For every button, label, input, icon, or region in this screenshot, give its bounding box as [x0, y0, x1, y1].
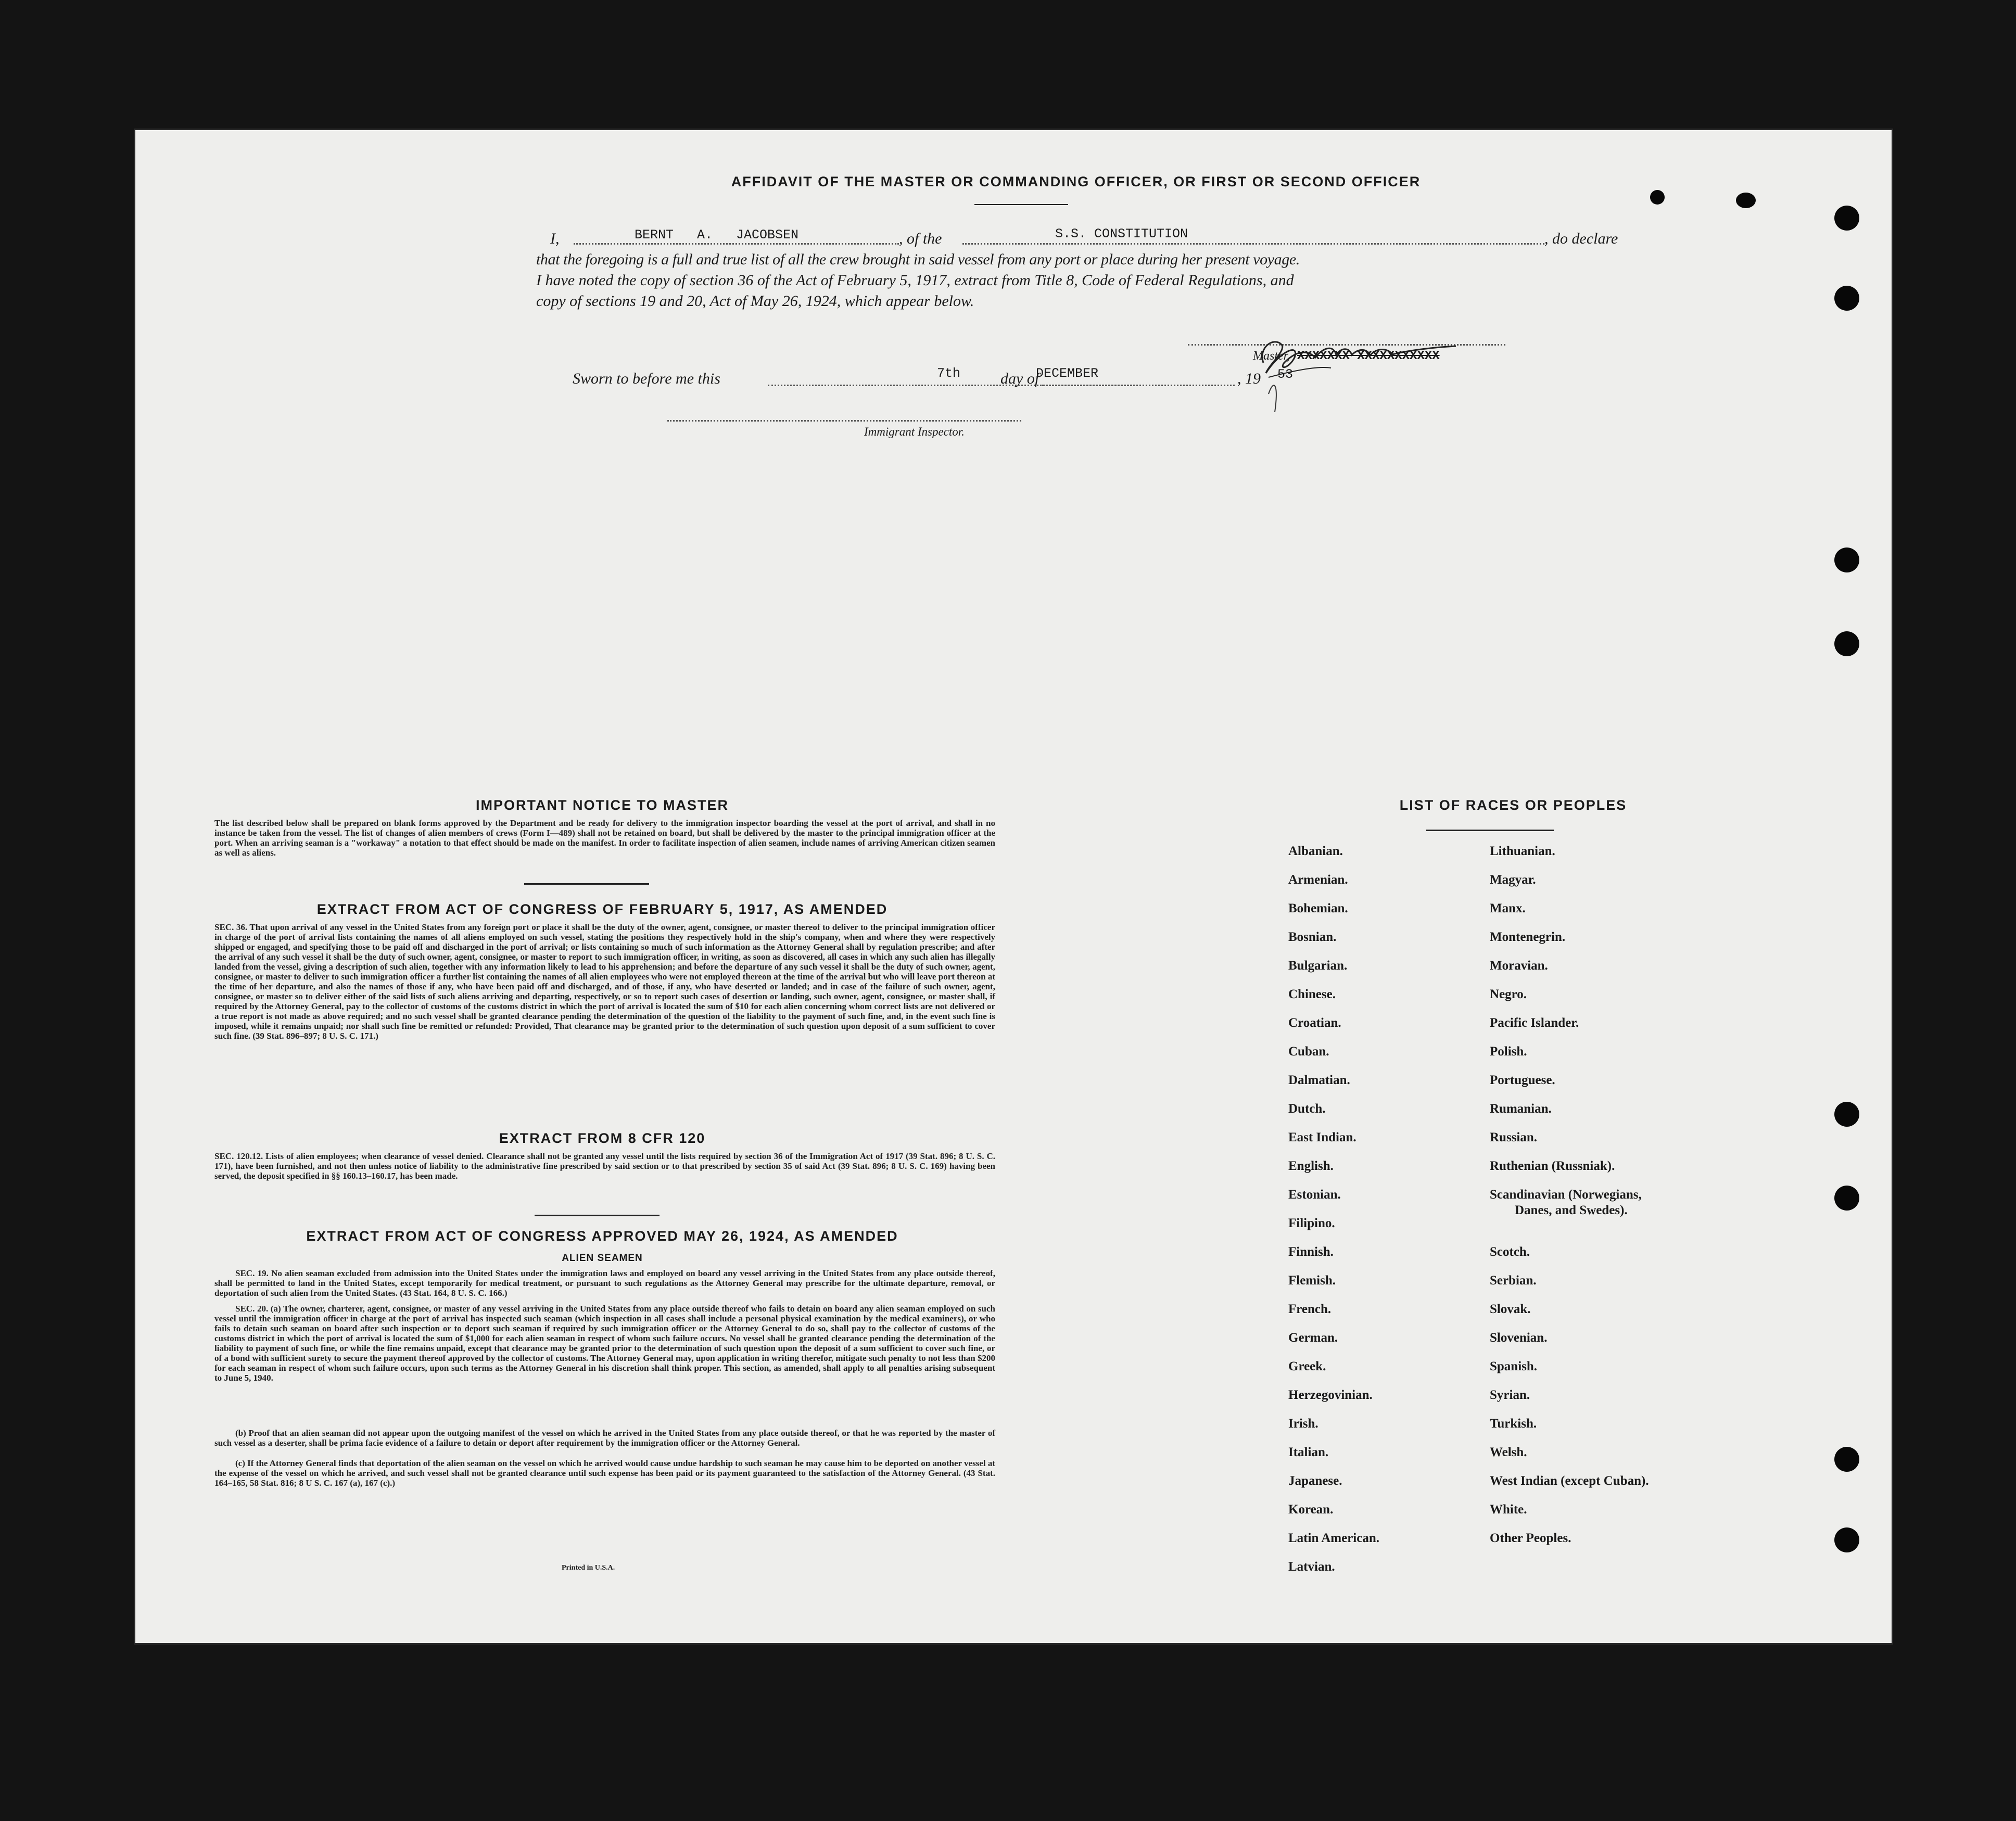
- race-item: Filipino.: [1288, 1216, 1335, 1230]
- punch-hole: [1834, 1102, 1859, 1127]
- inspector-label: Immigrant Inspector.: [864, 425, 965, 438]
- race-item: Japanese.: [1288, 1474, 1342, 1488]
- race-item: Magyar.: [1490, 873, 1536, 887]
- race-item: Irish.: [1288, 1417, 1318, 1431]
- race-item: Turkish.: [1490, 1417, 1537, 1431]
- race-item: Bulgarian.: [1288, 959, 1348, 973]
- notice-rule: [524, 883, 649, 885]
- race-item: Flemish.: [1288, 1274, 1336, 1288]
- master-name: BERNT A. JACOBSEN: [635, 227, 799, 243]
- cfr-rule: [535, 1215, 660, 1216]
- affidavit-line-3: I have noted the copy of section 36 of the Act of February 5, 1917, extract from Title 8, Code of Federal Regulations, and: [536, 272, 1294, 289]
- race-item: Moravian.: [1490, 959, 1548, 973]
- master-label: Master,: [1253, 349, 1290, 363]
- race-item: Russian.: [1490, 1130, 1538, 1144]
- race-item: Rumanian.: [1490, 1102, 1552, 1116]
- do-declare-label: , do declare: [1544, 230, 1618, 247]
- race-item: Armenian.: [1288, 873, 1348, 887]
- race-item: Ruthenian (Russniak).: [1490, 1159, 1615, 1173]
- extract-1917-title: EXTRACT FROM ACT OF CONGRESS OF FEBRUARY 5, 1917, AS AMENDED: [316, 901, 888, 917]
- races-title: LIST OF RACES OR PEOPLES: [1399, 797, 1627, 813]
- race-item: Negro.: [1490, 987, 1527, 1001]
- signature: [1237, 316, 1529, 415]
- race-item: Serbian.: [1490, 1274, 1537, 1288]
- of-the-label: , of the: [899, 230, 942, 247]
- punch-hole: [1834, 1527, 1859, 1552]
- day-value: 7th: [937, 366, 961, 381]
- race-item: Scandinavian (Norwegians,: [1490, 1188, 1642, 1202]
- race-item: Bosnian.: [1288, 930, 1337, 944]
- race-item: West Indian (except Cuban).: [1490, 1474, 1649, 1488]
- races-rule: [1426, 830, 1554, 831]
- race-item: White.: [1490, 1502, 1527, 1517]
- punch-hole: [1834, 206, 1859, 231]
- extract-1924-title: EXTRACT FROM ACT OF CONGRESS APPROVED MAY 26, 1924, AS AMENDED: [306, 1228, 898, 1244]
- race-item: Manx.: [1490, 901, 1526, 915]
- race-item: Polish.: [1490, 1045, 1527, 1059]
- race-item: Chinese.: [1288, 987, 1336, 1001]
- race-item: Scotch.: [1490, 1245, 1530, 1259]
- affidavit-i: I,: [550, 230, 560, 247]
- day-of-label: day of: [1000, 370, 1039, 387]
- race-item: Slovak.: [1490, 1302, 1531, 1316]
- race-item: English.: [1288, 1159, 1334, 1173]
- notice-text: The list described below shall be prepared on blank forms approved by the Department and be ready for delivery to the immigration inspector boarding the vessel at the port of arrival, and shall in no instance be taken from the vessel. The list of changes of alien members of crews (Form I—489) shall not be retained on board, but shall be delivered by the master to the principal immigration officer at the port. When an arriving seaman is a "workaway" a notation to that effect should be made on the manifest. In order to facilitate inspection of alien seamen, include names of arriving American citizen seamen as well as aliens.: [214, 818, 995, 858]
- race-item: Danes, and Swedes).: [1515, 1203, 1628, 1217]
- extract-cfr-title: EXTRACT FROM 8 CFR 120: [499, 1130, 706, 1146]
- race-item: Portuguese.: [1490, 1073, 1555, 1087]
- alien-seamen-subtitle: ALIEN SEAMEN: [562, 1253, 643, 1264]
- race-item: Italian.: [1288, 1445, 1329, 1459]
- race-item: Finnish.: [1288, 1245, 1334, 1259]
- race-item: Bohemian.: [1288, 901, 1348, 915]
- punch-hole: [1834, 286, 1859, 311]
- race-item: Cuban.: [1288, 1045, 1329, 1059]
- race-item: Herzegovinian.: [1288, 1388, 1373, 1402]
- affidavit-line-4: copy of sections 19 and 20, Act of May 26, 1924, which appear below.: [536, 292, 974, 310]
- month-value: DECEMBER: [1036, 366, 1099, 381]
- punch-hole: [1834, 547, 1859, 572]
- race-item: Spanish.: [1490, 1359, 1538, 1373]
- race-item: Slovenian.: [1490, 1331, 1548, 1345]
- race-item: French.: [1288, 1302, 1332, 1316]
- section-19-text: SEC. 19. No alien seaman excluded from admission into the United States under the immigration laws and employed on board any vessel arriving in the United States from any place outside thereof, shall be permitted to land in the United States, except temporarily for medical treatment, or pursuant to such regulations as the Attorney General may prescribe for the ultimate departure, removal, or deportation of such alien from the United States. (43 Stat. 164, 8 U. S. C. 166.): [214, 1268, 995, 1298]
- ink-spot: [1650, 190, 1665, 205]
- race-item: Welsh.: [1490, 1445, 1527, 1459]
- vessel-name: S.S. CONSTITUTION: [1055, 226, 1188, 241]
- race-item: Croatian.: [1288, 1016, 1341, 1030]
- section-20b-text: (b) Proof that an alien seaman did not appear upon the outgoing manifest of the vessel on which he arrived in the United States from any place outside thereof, or that he was reported by the master of such vessel as a deserter, shall be prima facie evidence of a failure to detain or deport after requirement by the immigration officer or the Attorney General.: [214, 1428, 995, 1448]
- affidavit-line-2: that the foregoing is a full and true list of all the crew brought in said vessel from any port or place during her present voyage.: [536, 251, 1300, 268]
- section-20a-text: SEC. 20. (a) The owner, charterer, agent, consignee, or master of any vessel arriving in the United States from any place outside thereof who fails to detain on board any alien seaman employed on such vessel until the immigration officer in charge at the port of arrival has inspected such seaman (which inspection in all cases shall include a personal physical examination by the medical examiners), or who fails to detain such seaman on board after such inspection or to deport such seaman if required by such immigration officer or the Attorney General to do so, shall pay to the collector of customs of the customs district in which the port of arrival is located the sum of $1,000 for each alien seaman in respect of whom such failure occurs. No vessel shall be granted clearance pending the determination of the liability to payment of such fine, or while the fine remains unpaid, except that clearance may be granted prior to the determination of such question upon the deposit of a sum sufficient to cover such fine, or of a bond with sufficient surety to secure the payment thereof approved by the collector of customs. The Attorney General may, upon application in writing therefor, mitigate such penalty to not less than $200 for each seaman in respect of whom such failure occurs, upon such terms as the Attorney General in his discretion shall think proper. This section, as amended, shall apply to all penalties arising subsequent to June 5, 1940.: [214, 1304, 995, 1383]
- race-item: Latin American.: [1288, 1531, 1379, 1545]
- year-value: 53: [1277, 367, 1294, 382]
- printed-in-usa: Printed in U.S.A.: [562, 1564, 615, 1572]
- race-item: Korean.: [1288, 1502, 1334, 1517]
- race-item: German.: [1288, 1331, 1338, 1345]
- affidavit-title: AFFIDAVIT OF THE MASTER OR COMMANDING OFFICER, OR FIRST OR SECOND OFFICER: [731, 174, 1421, 189]
- struck-title: XXXXXXX XXXXXXXXXXX: [1297, 349, 1440, 363]
- ink-spot: [1736, 193, 1756, 208]
- race-item: Syrian.: [1490, 1388, 1530, 1402]
- month-dots: [1042, 385, 1235, 386]
- section-20c-text: (c) If the Attorney General finds that deportation of the alien seaman on the vessel on which he arrived would cause undue hardship to such seaman he may cause him to be deported on another vessel at the expense of the vessel on which he arrived, and such vessel shall not be granted clearance until such expense has been paid or its payment guaranteed to the satisfaction of the Attorney General. (43 Stat. 164–165, 58 Stat. 816; 8 U S. C. 167 (a), 167 (c).): [214, 1458, 995, 1488]
- race-item: East Indian.: [1288, 1130, 1356, 1144]
- punch-hole: [1834, 1186, 1859, 1211]
- name-dots: [574, 243, 899, 245]
- document-page: [134, 129, 1893, 1645]
- notice-title: IMPORTANT NOTICE TO MASTER: [476, 797, 729, 813]
- sworn-label: Sworn to before me this: [573, 370, 720, 387]
- year-prefix: , 19: [1237, 370, 1261, 387]
- race-item: Other Peoples.: [1490, 1531, 1571, 1545]
- race-item: Pacific Islander.: [1490, 1016, 1579, 1030]
- title-rule: [974, 204, 1068, 205]
- punch-hole: [1834, 1447, 1859, 1472]
- race-item: Lithuanian.: [1490, 844, 1555, 858]
- race-item: Albanian.: [1288, 844, 1343, 858]
- extract-cfr-text: SEC. 120.12. Lists of alien employees; when clearance of vessel denied. Clearance shall not be granted any vessel until the lists required by section 36 of the Immigration Act of 1917 (39 Stat. 896; 8 U. S. C. 171), have been furnished, and not then unless notice of liability to the administrative fine prescribed by said section or to that prescribed by section 35 of said Act (39 Stat. 896; 8 U. S. C. 169) having been served, the deposit specified in §§ 160.13–160.17, has been made.: [214, 1151, 995, 1181]
- inspector-dots: [667, 420, 1021, 422]
- race-item: Latvian.: [1288, 1560, 1335, 1574]
- race-item: Estonian.: [1288, 1188, 1341, 1202]
- race-item: Dalmatian.: [1288, 1073, 1350, 1087]
- vessel-dots: [962, 243, 1544, 245]
- race-item: Dutch.: [1288, 1102, 1326, 1116]
- race-item: Greek.: [1288, 1359, 1326, 1373]
- race-item: Montenegrin.: [1490, 930, 1566, 944]
- punch-hole: [1834, 631, 1859, 656]
- extract-1917-text: SEC. 36. That upon arrival of any vessel in the United States from any foreign port or place it shall be the duty of the owner, agent, consignee, or master thereof to deliver to the principal immigration officer in charge of the port of arrival lists containing the names of all aliens employed on such vessel, stating the positions they respectively hold in the ship's company, when and where they were respectively shipped or engaged, and specifying those to be paid off and discharged in the port of arrival; or lists containing so much of such information as the Attorney General shall by regulation prescribe; and after the arrival of any such vessel it shall be the duty of such owner, agent, consignee, or master to report to such immigration officer, in writing, as soon as discovered, all cases in which any such alien has illegally landed from the vessel, giving a description of such alien, together with any information likely to lead to his apprehension; and before the departure of any such vessel it shall be the duty of such owner, agent, consignee, or master to deliver to such immigration officer a further list containing the names of all alien employees who were not employed thereon at the time of the arrival but who will leave port thereon at the time of her departure, and also the names of those if any, who have been paid off and discharged, and of those, if any, who have deserted or landed; and in case of the failure of such owner, agent, consignee, or master so to deliver either of the said lists of such aliens arriving and departing, respectively, or so to report such cases of desertion or landing, such owner, agent, consignee, or master shall, if required by the Attorney General, pay to the collector of customs of the customs district in which the port of arrival is located the sum of $10 for each alien concerning whom correct lists are not delivered or a true report is not made as above required; and no such vessel shall be granted clearance pending the determination of the question of the liability to the payment of such fine, and, in the event such fine is imposed, while it remains unpaid; nor shall such fine be remitted or refunded: Provided, That clearance may be granted prior to the determination of such question upon deposit of a sum sufficient to cover such fine. (39 Stat. 896–897; 8 U. S. C. 171.): [214, 922, 995, 1041]
